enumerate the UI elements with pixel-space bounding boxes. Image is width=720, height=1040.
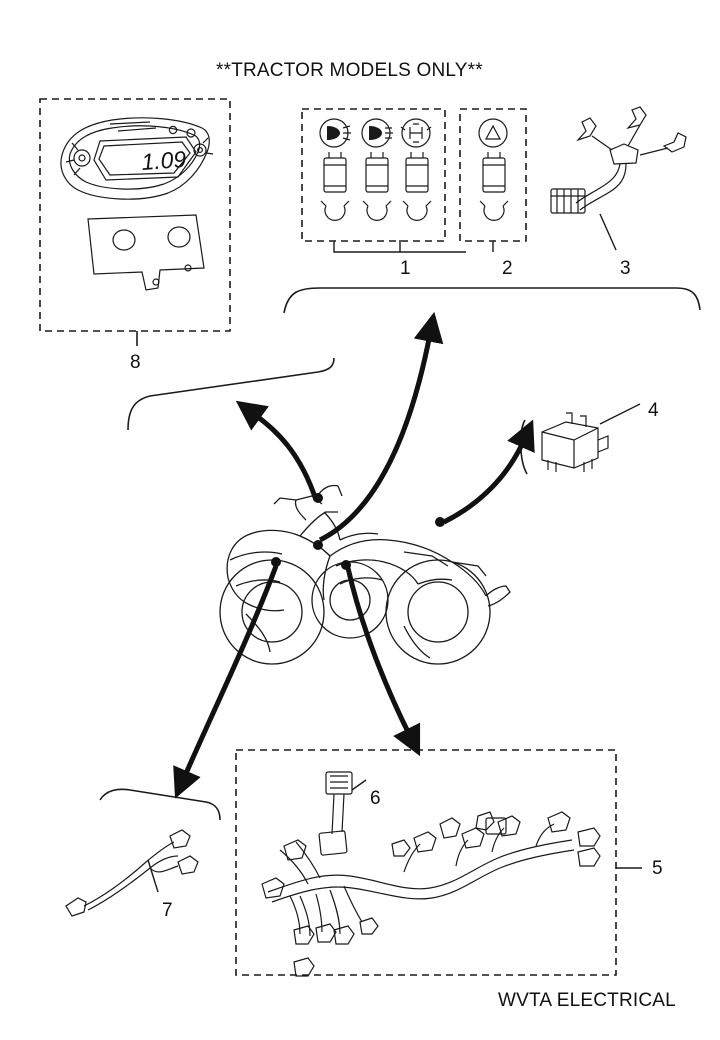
arrow-to-relay [444, 440, 524, 522]
leader-6 [352, 780, 366, 790]
bracket-7 [100, 789, 220, 820]
leader-7 [148, 860, 158, 892]
svg-text:1.09: 1.09 [140, 145, 188, 175]
callout-1[interactable]: 1 [400, 258, 411, 279]
arrow-to-meter [254, 414, 316, 500]
callout-3[interactable]: 3 [620, 258, 631, 279]
atv-illustration [220, 486, 510, 665]
leader-3 [600, 214, 616, 250]
subharness-7-art [66, 830, 198, 916]
indicator-group-2-art [479, 119, 508, 220]
callout-8[interactable]: 8 [130, 352, 141, 373]
arrow-to-switches [320, 334, 430, 540]
group-box-2 [460, 109, 526, 241]
bracket-meter-group [128, 358, 334, 430]
footer-label: WVTA ELECTRICAL [498, 990, 676, 1011]
callout-2[interactable]: 2 [502, 258, 513, 279]
meter-assembly-art [61, 118, 213, 290]
callout-6[interactable]: 6 [370, 788, 381, 809]
group-box-8 [40, 99, 230, 331]
callout-4[interactable]: 4 [648, 400, 659, 421]
relay-4-art [542, 413, 608, 472]
indicator-group-1-art [320, 119, 431, 220]
subharness-3-art [551, 107, 686, 213]
hotspot-relay [435, 517, 445, 527]
callout-7[interactable]: 7 [162, 900, 173, 921]
callout-5[interactable]: 5 [652, 858, 663, 879]
hotspot-subharness [271, 557, 281, 567]
arrow-to-mainharness [348, 568, 410, 736]
page-title: **TRACTOR MODELS ONLY** [216, 60, 483, 81]
main-harness-art [262, 772, 600, 976]
arrow-to-subharness7 [184, 566, 276, 778]
bracket-top-group [284, 288, 700, 313]
leader-4 [600, 404, 640, 424]
